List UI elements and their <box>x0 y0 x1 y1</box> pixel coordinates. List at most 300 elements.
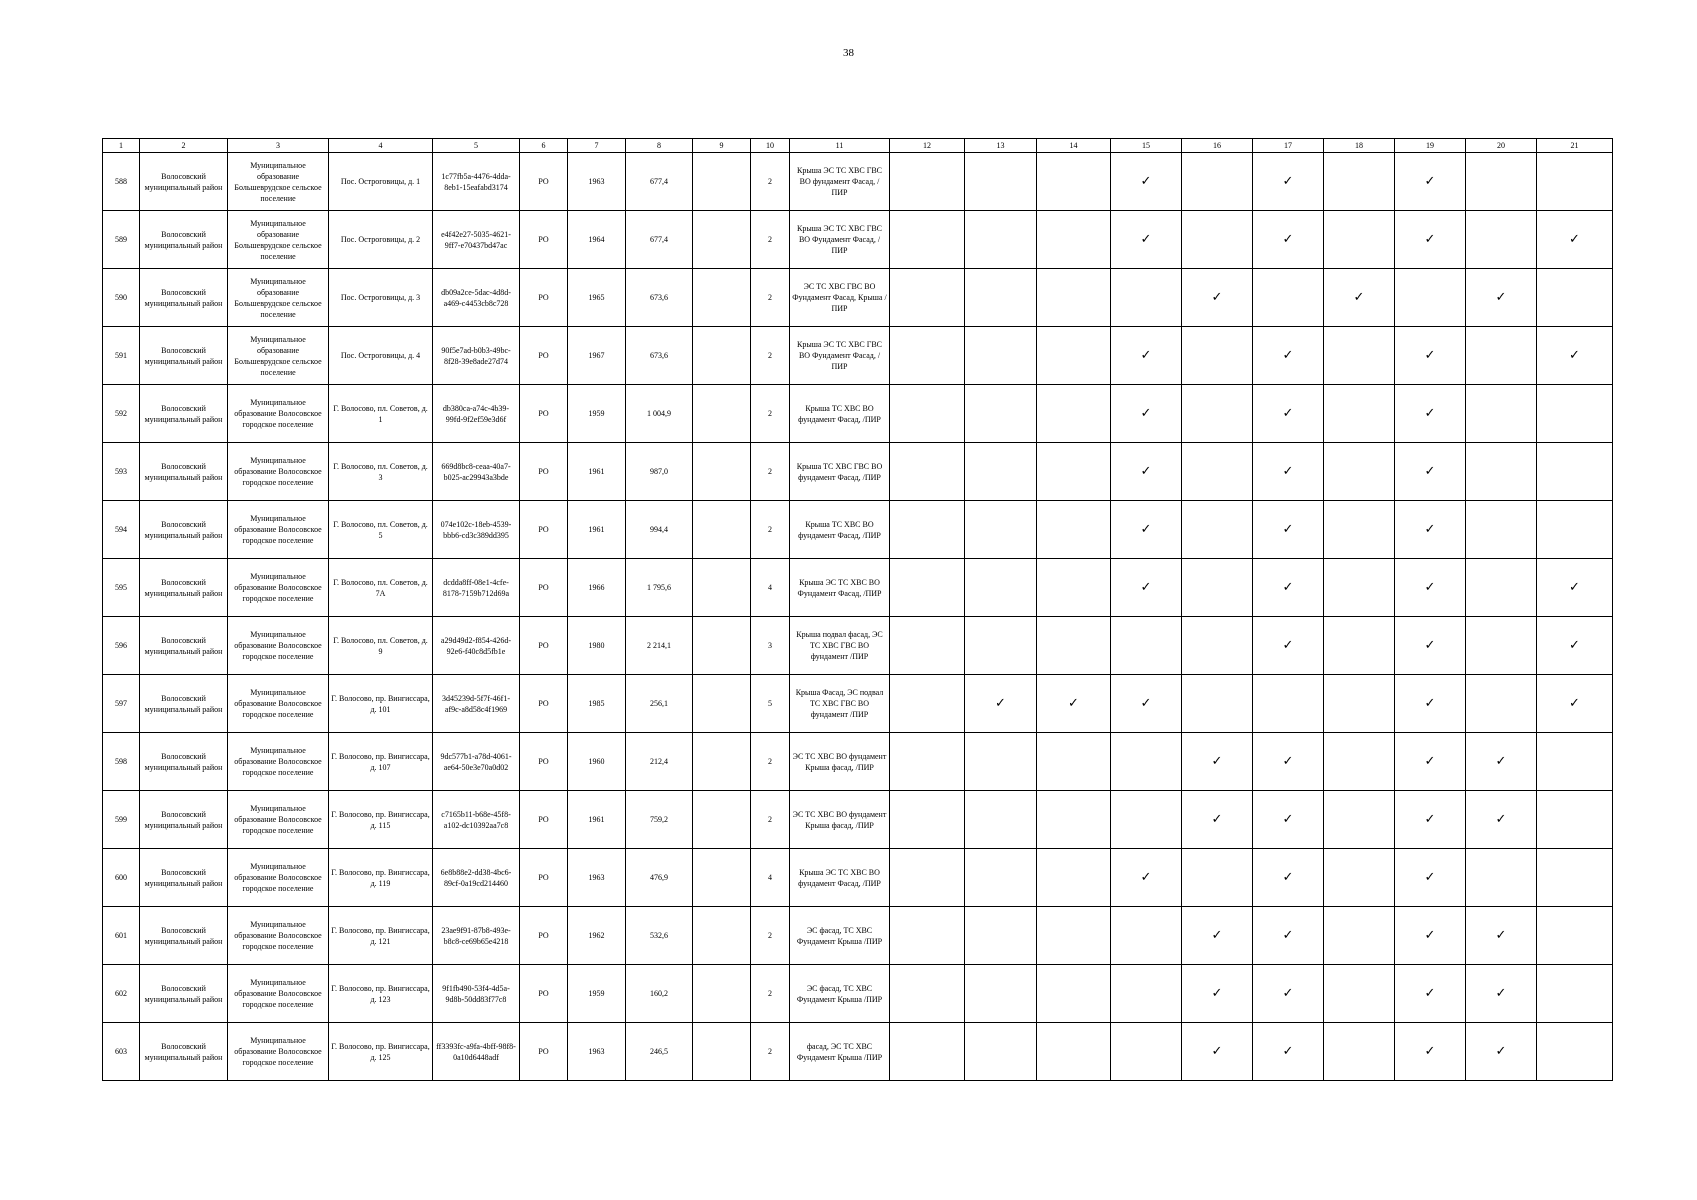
column-header: 18 <box>1324 139 1395 153</box>
table-row <box>103 617 1613 675</box>
table-row <box>103 385 1613 443</box>
check-cell <box>1182 675 1253 733</box>
column-header: 14 <box>1037 139 1111 153</box>
checkmark-icon: ✓ <box>1211 928 1223 943</box>
check-cell <box>1037 849 1111 907</box>
check-cell <box>1253 501 1324 559</box>
checkmark-icon: ✓ <box>1282 348 1294 363</box>
check-cell <box>1324 1023 1395 1081</box>
table-row <box>103 269 1613 327</box>
area-cell: 256,1 <box>626 675 693 733</box>
type-cell: РО <box>520 617 568 675</box>
check-cell <box>1537 617 1613 675</box>
district-cell: Волосовский муниципальный район <box>140 1023 228 1081</box>
checkmark-icon: ✓ <box>1140 232 1152 247</box>
check-cell <box>1395 965 1466 1023</box>
check-cell <box>965 153 1037 211</box>
check-cell <box>1395 791 1466 849</box>
check-cell <box>890 559 965 617</box>
district-cell: Волосовский муниципальный район <box>140 675 228 733</box>
checkmark-icon: ✓ <box>1068 696 1079 711</box>
district-cell: Волосовский муниципальный район <box>140 733 228 791</box>
settlement-cell: Муниципальное образование Большеврудское сельское поселение <box>228 327 329 385</box>
column-header: 2 <box>140 139 228 153</box>
id-cell: e4f42e27-5035-4621-9ff7-e70437bd47ac <box>433 211 520 269</box>
works-cell: Крыша ЭС ТС ХВС ГВС ВО Фундамент Фасад, /ПИР <box>790 211 890 269</box>
row-number-cell: 599 <box>103 791 140 849</box>
settlement-cell: Муниципальное образование Большеврудское сельское поселение <box>228 153 329 211</box>
column-header: 15 <box>1111 139 1182 153</box>
check-cell <box>1324 327 1395 385</box>
settlement-cell: Муниципальное образование Волосовское городское поселение <box>228 1023 329 1081</box>
check-cell <box>965 617 1037 675</box>
area-cell: 246,5 <box>626 1023 693 1081</box>
column-header: 20 <box>1466 139 1537 153</box>
check-cell <box>1537 385 1613 443</box>
check-cell <box>890 211 965 269</box>
address-cell: Г. Волосово, пл. Советов, д. 1 <box>329 385 433 443</box>
type-cell: РО <box>520 907 568 965</box>
check-cell <box>1253 211 1324 269</box>
data-table <box>102 138 1613 1081</box>
check-cell <box>1037 327 1111 385</box>
check-cell <box>1537 675 1613 733</box>
type-cell: РО <box>520 849 568 907</box>
row-number-cell: 594 <box>103 501 140 559</box>
check-cell <box>965 675 1037 733</box>
works-cell: фасад, ЭС ТС ХВС Фундамент Крыша /ПИР <box>790 1023 890 1081</box>
column-10-cell: 4 <box>751 849 790 907</box>
works-cell: Крыша ТС ХВС ГВС ВО фундамент Фасад, /ПИР <box>790 443 890 501</box>
check-cell <box>1537 1023 1613 1081</box>
table-row <box>103 327 1613 385</box>
check-cell <box>1182 1023 1253 1081</box>
checkmark-icon: ✓ <box>1495 812 1507 827</box>
column-header: 1 <box>103 139 140 153</box>
check-cell <box>1395 327 1466 385</box>
row-number-cell: 593 <box>103 443 140 501</box>
address-cell: Г. Волосово, пр. Вингиссара, д. 115 <box>329 791 433 849</box>
column-10-cell: 2 <box>751 1023 790 1081</box>
checkmark-icon: ✓ <box>1140 580 1152 595</box>
table-row <box>103 733 1613 791</box>
checkmark-icon: ✓ <box>1424 928 1436 943</box>
check-cell <box>890 675 965 733</box>
check-cell <box>1111 153 1182 211</box>
type-cell: РО <box>520 269 568 327</box>
check-cell <box>890 501 965 559</box>
check-cell <box>1111 1023 1182 1081</box>
check-cell <box>965 327 1037 385</box>
column-9-cell <box>693 385 751 443</box>
checkmark-icon: ✓ <box>1140 696 1152 711</box>
area-cell: 532,6 <box>626 907 693 965</box>
check-cell <box>1324 617 1395 675</box>
checkmark-icon: ✓ <box>1140 870 1152 885</box>
check-cell <box>1537 907 1613 965</box>
checkmark-icon: ✓ <box>1495 290 1507 305</box>
check-cell <box>1466 501 1537 559</box>
works-cell: ЭС ТС ХВС ГВС ВО Фундамент Фасад, Крыша /ПИР <box>790 269 890 327</box>
check-cell <box>890 849 965 907</box>
check-cell <box>1324 791 1395 849</box>
area-cell: 677,4 <box>626 211 693 269</box>
column-10-cell: 2 <box>751 501 790 559</box>
settlement-cell: Муниципальное образование Волосовское городское поселение <box>228 907 329 965</box>
checkmark-icon: ✓ <box>1282 986 1294 1001</box>
check-cell <box>1111 849 1182 907</box>
address-cell: Г. Волосово, пл. Советов, д. 3 <box>329 443 433 501</box>
district-cell: Волосовский муниципальный район <box>140 269 228 327</box>
settlement-cell: Муниципальное образование Волосовское городское поселение <box>228 617 329 675</box>
check-cell <box>1324 675 1395 733</box>
checkmark-icon: ✓ <box>1282 870 1294 885</box>
check-cell <box>1037 791 1111 849</box>
row-number-cell: 598 <box>103 733 140 791</box>
check-cell <box>1537 791 1613 849</box>
column-10-cell: 2 <box>751 965 790 1023</box>
check-cell <box>1395 211 1466 269</box>
check-cell <box>1253 733 1324 791</box>
table-row <box>103 153 1613 211</box>
check-cell <box>1037 385 1111 443</box>
check-cell <box>1395 907 1466 965</box>
area-cell: 673,6 <box>626 269 693 327</box>
column-header: 19 <box>1395 139 1466 153</box>
checkmark-icon: ✓ <box>1140 174 1152 189</box>
works-cell: Крыша ЭС ТС ХВС ГВС ВО Фундамент Фасад, /ПИР <box>790 327 890 385</box>
table-row <box>103 443 1613 501</box>
area-cell: 677,4 <box>626 153 693 211</box>
check-cell <box>1037 1023 1111 1081</box>
district-cell: Волосовский муниципальный район <box>140 965 228 1023</box>
check-cell <box>965 443 1037 501</box>
check-cell <box>1466 849 1537 907</box>
table-row <box>103 559 1613 617</box>
area-cell: 994,4 <box>626 501 693 559</box>
check-cell <box>965 965 1037 1023</box>
works-cell: Крыша ТС ХВС ВО фундамент Фасад, /ПИР <box>790 385 890 443</box>
check-cell <box>1111 791 1182 849</box>
row-number-cell: 588 <box>103 153 140 211</box>
column-header: 13 <box>965 139 1037 153</box>
check-cell <box>1324 849 1395 907</box>
works-cell: ЭС ТС ХВС ВО фундамент Крыша фасад, /ПИР <box>790 791 890 849</box>
checkmark-icon: ✓ <box>1495 986 1507 1001</box>
settlement-cell: Муниципальное образование Большеврудское сельское поселение <box>228 211 329 269</box>
checkmark-icon: ✓ <box>1495 754 1507 769</box>
check-cell <box>1253 617 1324 675</box>
district-cell: Волосовский муниципальный район <box>140 501 228 559</box>
check-cell <box>1324 907 1395 965</box>
id-cell: c7165b11-b68e-45f8-a102-dc10392aa7c8 <box>433 791 520 849</box>
district-cell: Волосовский муниципальный район <box>140 153 228 211</box>
checkmark-icon: ✓ <box>1282 1044 1294 1059</box>
checkmark-icon: ✓ <box>1424 406 1436 421</box>
checkmark-icon: ✓ <box>1424 812 1436 827</box>
district-cell: Волосовский муниципальный район <box>140 559 228 617</box>
address-cell: Пос. Остроговицы, д. 4 <box>329 327 433 385</box>
check-cell <box>1324 733 1395 791</box>
year-cell: 1966 <box>568 559 626 617</box>
type-cell: РО <box>520 559 568 617</box>
column-header: 9 <box>693 139 751 153</box>
check-cell <box>965 501 1037 559</box>
check-cell <box>1182 501 1253 559</box>
column-9-cell <box>693 211 751 269</box>
check-cell <box>965 211 1037 269</box>
check-cell <box>890 1023 965 1081</box>
check-cell <box>1466 559 1537 617</box>
works-cell: ЭС фасад, ТС ХВС Фундамент Крыша /ПИР <box>790 907 890 965</box>
settlement-cell: Муниципальное образование Волосовское городское поселение <box>228 559 329 617</box>
checkmark-icon: ✓ <box>1282 174 1294 189</box>
year-cell: 1961 <box>568 791 626 849</box>
check-cell <box>1253 965 1324 1023</box>
check-cell <box>1111 443 1182 501</box>
check-cell <box>965 907 1037 965</box>
year-cell: 1959 <box>568 385 626 443</box>
column-header: 11 <box>790 139 890 153</box>
column-9-cell <box>693 733 751 791</box>
address-cell: Г. Волосово, пр. Вингиссара, д. 121 <box>329 907 433 965</box>
check-cell <box>1111 211 1182 269</box>
check-cell <box>890 965 965 1023</box>
works-cell: Крыша ЭС ТС ХВС ВО фундамент Фасад, /ПИР <box>790 849 890 907</box>
column-10-cell: 2 <box>751 907 790 965</box>
check-cell <box>1111 907 1182 965</box>
check-cell <box>890 907 965 965</box>
check-cell <box>1466 327 1537 385</box>
checkmark-icon: ✓ <box>1353 290 1365 305</box>
checkmark-icon: ✓ <box>1282 406 1294 421</box>
year-cell: 1963 <box>568 849 626 907</box>
check-cell <box>890 153 965 211</box>
checkmark-icon: ✓ <box>1424 986 1436 1001</box>
check-cell <box>1182 443 1253 501</box>
column-10-cell: 2 <box>751 385 790 443</box>
column-9-cell <box>693 559 751 617</box>
settlement-cell: Муниципальное образование Волосовское городское поселение <box>228 733 329 791</box>
year-cell: 1960 <box>568 733 626 791</box>
check-cell <box>1466 153 1537 211</box>
works-cell: ЭС ТС ХВС ВО фундамент Крыша фасад, /ПИР <box>790 733 890 791</box>
works-cell: Крыша ЭС ТС ХВС ВО Фундамент Фасад, /ПИР <box>790 559 890 617</box>
column-9-cell <box>693 965 751 1023</box>
check-cell <box>1182 733 1253 791</box>
address-cell: Пос. Остроговицы, д. 3 <box>329 269 433 327</box>
settlement-cell: Муниципальное образование Волосовское городское поселение <box>228 675 329 733</box>
column-10-cell: 4 <box>751 559 790 617</box>
row-number-cell: 597 <box>103 675 140 733</box>
check-cell <box>890 733 965 791</box>
check-cell <box>890 327 965 385</box>
address-cell: Г. Волосово, пл. Советов, д. 7А <box>329 559 433 617</box>
check-cell <box>1466 675 1537 733</box>
checkmark-icon: ✓ <box>1424 754 1436 769</box>
check-cell <box>1466 791 1537 849</box>
check-cell <box>965 791 1037 849</box>
row-number-cell: 595 <box>103 559 140 617</box>
id-cell: a29d49d2-f854-426d-92e6-f40c8d5fb1e <box>433 617 520 675</box>
column-header: 17 <box>1253 139 1324 153</box>
address-cell: Г. Волосово, пр. Вингиссара, д. 125 <box>329 1023 433 1081</box>
table-row <box>103 501 1613 559</box>
check-cell <box>1537 269 1613 327</box>
check-cell <box>1537 559 1613 617</box>
check-cell <box>965 385 1037 443</box>
id-cell: 9f1fb490-53f4-4d5a-9d8b-50dd83f77c8 <box>433 965 520 1023</box>
checkmark-icon: ✓ <box>1140 406 1152 421</box>
check-cell <box>1537 965 1613 1023</box>
table-body <box>103 153 1613 1081</box>
row-number-cell: 591 <box>103 327 140 385</box>
check-cell <box>1253 327 1324 385</box>
id-cell: 23ae9f91-87b8-493e-b8c8-ce69b65e4218 <box>433 907 520 965</box>
check-cell <box>1537 501 1613 559</box>
check-cell <box>1111 385 1182 443</box>
check-cell <box>1253 443 1324 501</box>
checkmark-icon: ✓ <box>1424 580 1436 595</box>
row-number-cell: 589 <box>103 211 140 269</box>
check-cell <box>1253 791 1324 849</box>
checkmark-icon: ✓ <box>1424 522 1436 537</box>
check-cell <box>1466 617 1537 675</box>
id-cell: 9dc577b1-a78d-4061-ae64-50e3e70a0d02 <box>433 733 520 791</box>
column-9-cell <box>693 849 751 907</box>
district-cell: Волосовский муниципальный район <box>140 443 228 501</box>
check-cell <box>1466 443 1537 501</box>
table-row <box>103 1023 1613 1081</box>
address-cell: Г. Волосово, пр. Вингиссара, д. 107 <box>329 733 433 791</box>
id-cell: 3d45239d-5f7f-46f1-af9c-a8d58c4f1969 <box>433 675 520 733</box>
type-cell: РО <box>520 791 568 849</box>
works-cell: Крыша ЭС ТС ХВС ГВС ВО фундамент Фасад, /ПИР <box>790 153 890 211</box>
works-cell: Крыша ТС ХВС ВО фундамент Фасад, /ПИР <box>790 501 890 559</box>
column-header: 8 <box>626 139 693 153</box>
settlement-cell: Муниципальное образование Волосовское городское поселение <box>228 791 329 849</box>
id-cell: 669d8bc8-ceaa-40a7-b025-ac29943a3bde <box>433 443 520 501</box>
check-cell <box>1253 385 1324 443</box>
settlement-cell: Муниципальное образование Волосовское городское поселение <box>228 385 329 443</box>
row-number-cell: 603 <box>103 1023 140 1081</box>
year-cell: 1961 <box>568 443 626 501</box>
check-cell <box>1182 327 1253 385</box>
column-10-cell: 2 <box>751 269 790 327</box>
settlement-cell: Муниципальное образование Большеврудское сельское поселение <box>228 269 329 327</box>
district-cell: Волосовский муниципальный район <box>140 791 228 849</box>
checkmark-icon: ✓ <box>1569 580 1580 595</box>
check-cell <box>1395 153 1466 211</box>
address-cell: Г. Волосово, пл. Советов, д. 9 <box>329 617 433 675</box>
type-cell: РО <box>520 1023 568 1081</box>
check-cell <box>890 443 965 501</box>
check-cell <box>1395 733 1466 791</box>
checkmark-icon: ✓ <box>1424 696 1436 711</box>
check-cell <box>1182 211 1253 269</box>
id-cell: db09a2ce-5dac-4d8d-a469-c4453cb8c728 <box>433 269 520 327</box>
year-cell: 1963 <box>568 153 626 211</box>
checkmark-icon: ✓ <box>1495 1044 1507 1059</box>
checkmark-icon: ✓ <box>1140 522 1152 537</box>
year-cell: 1962 <box>568 907 626 965</box>
column-header: 7 <box>568 139 626 153</box>
check-cell <box>1395 849 1466 907</box>
checkmark-icon: ✓ <box>1282 754 1294 769</box>
checkmark-icon: ✓ <box>1282 638 1294 653</box>
check-cell <box>1537 327 1613 385</box>
checkmark-icon: ✓ <box>1424 870 1436 885</box>
check-cell <box>1324 559 1395 617</box>
checkmark-icon: ✓ <box>1211 986 1223 1001</box>
column-9-cell <box>693 1023 751 1081</box>
check-cell <box>1395 269 1466 327</box>
check-cell <box>1182 559 1253 617</box>
check-cell <box>1182 791 1253 849</box>
address-cell: Г. Волосово, пр. Вингиссара, д. 119 <box>329 849 433 907</box>
check-cell <box>1537 849 1613 907</box>
check-cell <box>1466 269 1537 327</box>
type-cell: РО <box>520 327 568 385</box>
area-cell: 987,0 <box>626 443 693 501</box>
check-cell <box>1395 675 1466 733</box>
checkmark-icon: ✓ <box>1569 638 1580 653</box>
check-cell <box>1324 269 1395 327</box>
table-row <box>103 907 1613 965</box>
check-cell <box>1253 269 1324 327</box>
row-number-cell: 596 <box>103 617 140 675</box>
id-cell: 1c77fb5a-4476-4dda-8eb1-15eafabd3174 <box>433 153 520 211</box>
checkmark-icon: ✓ <box>1569 348 1580 363</box>
checkmark-icon: ✓ <box>995 696 1006 711</box>
check-cell <box>1466 965 1537 1023</box>
check-cell <box>1037 269 1111 327</box>
column-header: 21 <box>1537 139 1613 153</box>
check-cell <box>1253 675 1324 733</box>
check-cell <box>1466 1023 1537 1081</box>
column-header: 12 <box>890 139 965 153</box>
column-9-cell <box>693 327 751 385</box>
checkmark-icon: ✓ <box>1282 812 1294 827</box>
check-cell <box>1395 501 1466 559</box>
check-cell <box>1111 675 1182 733</box>
check-cell <box>1182 385 1253 443</box>
table-row <box>103 211 1613 269</box>
column-9-cell <box>693 443 751 501</box>
year-cell: 1967 <box>568 327 626 385</box>
type-cell: РО <box>520 965 568 1023</box>
column-header: 10 <box>751 139 790 153</box>
type-cell: РО <box>520 501 568 559</box>
area-cell: 1 795,6 <box>626 559 693 617</box>
row-number-cell: 592 <box>103 385 140 443</box>
check-cell <box>1395 617 1466 675</box>
column-10-cell: 2 <box>751 443 790 501</box>
check-cell <box>1037 443 1111 501</box>
check-cell <box>1537 443 1613 501</box>
settlement-cell: Муниципальное образование Волосовское городское поселение <box>228 849 329 907</box>
checkmark-icon: ✓ <box>1211 754 1223 769</box>
checkmark-icon: ✓ <box>1424 348 1436 363</box>
check-cell <box>1111 965 1182 1023</box>
check-cell <box>1037 153 1111 211</box>
check-cell <box>1111 327 1182 385</box>
check-cell <box>1324 501 1395 559</box>
id-cell: 6e8b88e2-dd38-4bc6-89cf-0a19cd214460 <box>433 849 520 907</box>
id-cell: db380ca-a74c-4b39-99fd-9f2ef59e3d6f <box>433 385 520 443</box>
check-cell <box>1037 907 1111 965</box>
checkmark-icon: ✓ <box>1282 464 1294 479</box>
